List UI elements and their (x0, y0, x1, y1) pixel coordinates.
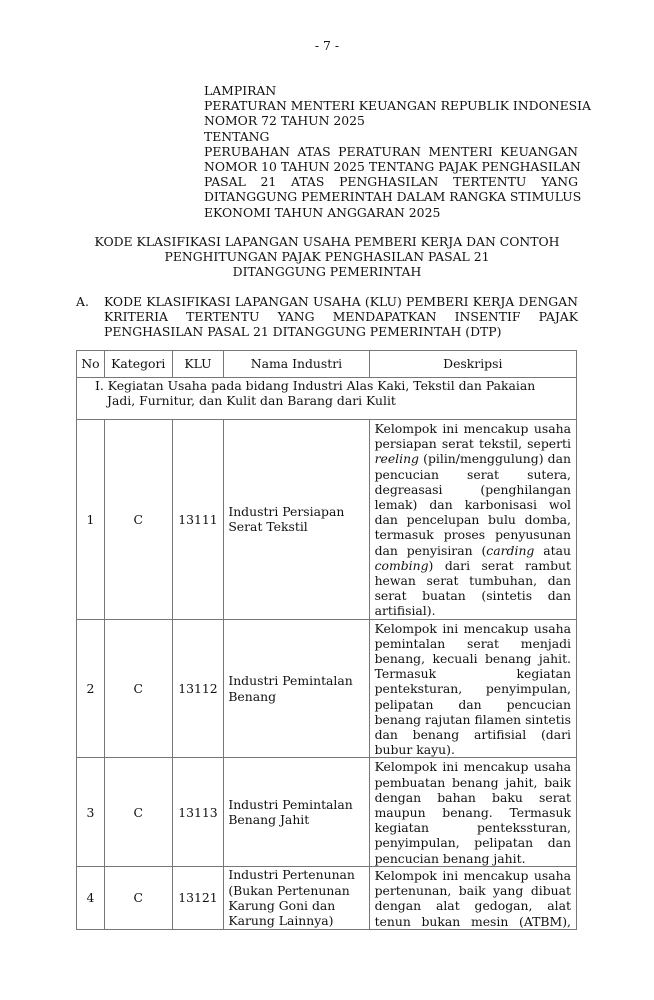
cell-deskripsi (369, 420, 576, 620)
desc-line: tenun bukan mesin (ATBM), (374, 913, 571, 929)
desc-line: Termasuk kegiatan (374, 666, 571, 682)
header-line: DITANGGUNG PEMERINTAH DALAM RANGKA STIMULUS (204, 189, 582, 205)
cell-kategori: C (104, 758, 172, 866)
cell-deskripsi (369, 619, 576, 758)
desc-line: dan penyisiran (carding atau (374, 542, 571, 558)
desc-line: dengan alat gedogan, alat (374, 898, 571, 914)
cell-kategori: C (104, 619, 172, 758)
nama-line: Benang Jahit (228, 812, 310, 828)
section-a-line: PENGHASILAN PASAL 21 DITANGGUNG PEMERINTAH (DTP) (104, 324, 502, 340)
desc-line: pelipatan dan pencucian (374, 696, 571, 712)
desc-line: Kelompok ini mencakup usaha (374, 421, 571, 436)
table-header-row (77, 351, 577, 378)
nama-line: Benang (228, 688, 277, 704)
nama-line: Industri Pertenunan (228, 867, 355, 883)
header-line: PERATURAN MENTERI KEUANGAN REPUBLIK INDONESIA (204, 98, 591, 114)
header-line: NOMOR 72 TAHUN 2025 (204, 113, 365, 129)
header-line: LAMPIRAN (204, 83, 277, 98)
desc-line: pembuatan benang jahit, baik (374, 774, 571, 790)
desc-line: hewan serat tumbuhan, dan (374, 573, 571, 589)
desc-line: persiapan serat tekstil, seperti (374, 436, 571, 452)
desc-line: serat buatan (sintetis dan (374, 588, 571, 604)
desc-line: maupun benang. Termasuk (374, 805, 571, 821)
title-line: DITANGGUNG PEMERINTAH (232, 264, 422, 280)
page-number: - 7 - (314, 38, 340, 53)
cell-no: 4 (77, 866, 105, 929)
cell-klu: 13111 (172, 420, 224, 620)
table-row (77, 420, 577, 620)
col-header-nama-industri: Nama Industri (224, 351, 369, 378)
cell-kategori: C (104, 866, 172, 929)
desc-line: Kelompok ini mencakup usaha (374, 620, 571, 636)
desc-line: dan pencelupan bulu domba, (374, 512, 571, 528)
table-row (77, 866, 577, 929)
desc-line: lemak) dan karbonisasi wol (374, 497, 571, 513)
nama-line: Serat Tekstil (228, 519, 308, 535)
table-row (77, 758, 577, 866)
nama-line: Industri Persiapan (228, 504, 345, 520)
desc-line: pencucian benang jahit. (374, 850, 526, 866)
cell-nama-industri (224, 619, 369, 758)
group-line: I. Kegiatan Usaha pada bidang Industri Alas Kaki, Tekstil dan Pakaian (95, 378, 536, 393)
cell-nama-industri (224, 866, 369, 929)
table-row (77, 619, 577, 758)
desc-line: bubur kayu). (374, 742, 455, 758)
desc-line: pertenunan, baik yang dibuat (374, 883, 571, 899)
cell-deskripsi (369, 758, 576, 866)
header-line: NOMOR 10 TAHUN 2025 TENTANG PAJAK PENGHASILAN (204, 159, 581, 175)
desc-line: reeling (pilin/menggulung) dan (374, 451, 571, 467)
desc-line: dengan bahan baku serat (374, 789, 571, 805)
nama-line: Industri Pemintalan (228, 796, 353, 812)
cell-deskripsi (369, 866, 576, 929)
desc-line: pemintalan serat menjadi (374, 635, 571, 651)
desc-line: penyimpulan, pelipatan dan (374, 835, 571, 851)
nama-line: Karung Goni dan (228, 897, 336, 913)
desc-line: Kelompok ini mencakup usaha (374, 759, 571, 775)
section-a-line: KODE KLASIFIKASI LAPANGAN USAHA (KLU) PEMBERI KERJA DENGAN (104, 294, 578, 309)
section-a-marker: A. (76, 294, 89, 309)
col-header-deskripsi: Deskripsi (369, 351, 576, 378)
cell-nama-industri (224, 758, 369, 866)
header-line: EKONOMI TAHUN ANGGARAN 2025 (204, 204, 441, 220)
desc-line: artifisial). (374, 603, 436, 619)
desc-line: combing) dari serat rambut (374, 557, 571, 573)
title-line: PENGHITUNGAN PAJAK PENGHASILAN PASAL 21 (164, 249, 490, 265)
section-a-line: KRITERIA TERTENTU YANG MENDAPATKAN INSENTIF PAJAK (104, 309, 578, 325)
klu-table (76, 350, 577, 930)
cell-kategori: C (104, 420, 172, 620)
cell-no: 3 (77, 758, 105, 866)
title-line: KODE KLASIFIKASI LAPANGAN USAHA PEMBERI KERJA DAN CONTOH (94, 234, 560, 249)
desc-line: termasuk proses penyusunan (374, 527, 571, 543)
section-a-heading (104, 294, 578, 340)
header-line: TENTANG (204, 128, 270, 144)
cell-klu: 13121 (172, 866, 224, 929)
nama-line: (Bukan Pertenunan (228, 882, 350, 898)
group-label (77, 378, 577, 420)
group-row (77, 378, 577, 420)
col-header-kategori: Kategori (104, 351, 172, 378)
desc-line: pencucian serat sutera, (374, 466, 571, 482)
cell-no: 1 (77, 420, 105, 620)
desc-line: benang rajutan filamen sintetis (374, 711, 571, 727)
desc-line: dan benang artifisial (dari (374, 727, 571, 743)
col-header-klu: KLU (172, 351, 224, 378)
desc-line: Kelompok ini mencakup usaha (374, 867, 571, 883)
cell-no: 2 (77, 619, 105, 758)
group-line: Jadi, Furnitur, dan Kulit dan Barang dari Kulit (107, 393, 396, 409)
nama-line: Karung Lainnya) (228, 913, 334, 928)
lampiran-header (204, 83, 591, 220)
cell-klu: 13112 (172, 619, 224, 758)
col-header-no: No (77, 351, 105, 378)
desc-line: kegiatan pentekssturan, (374, 820, 571, 836)
header-line: PASAL 21 ATAS PENGHASILAN TERTENTU YANG (204, 174, 578, 190)
desc-line: degreasasi (penghilangan (374, 481, 571, 497)
cell-nama-industri (224, 420, 369, 620)
desc-line: benang, kecuali benang jahit. (374, 651, 571, 667)
desc-line: penteksturan, penyimpulan, (374, 681, 571, 697)
nama-line: Industri Pemintalan (228, 673, 353, 689)
header-line: PERUBAHAN ATAS PERATURAN MENTERI KEUANGAN (204, 143, 578, 159)
document-title (60, 234, 594, 280)
cell-klu: 13113 (172, 758, 224, 866)
